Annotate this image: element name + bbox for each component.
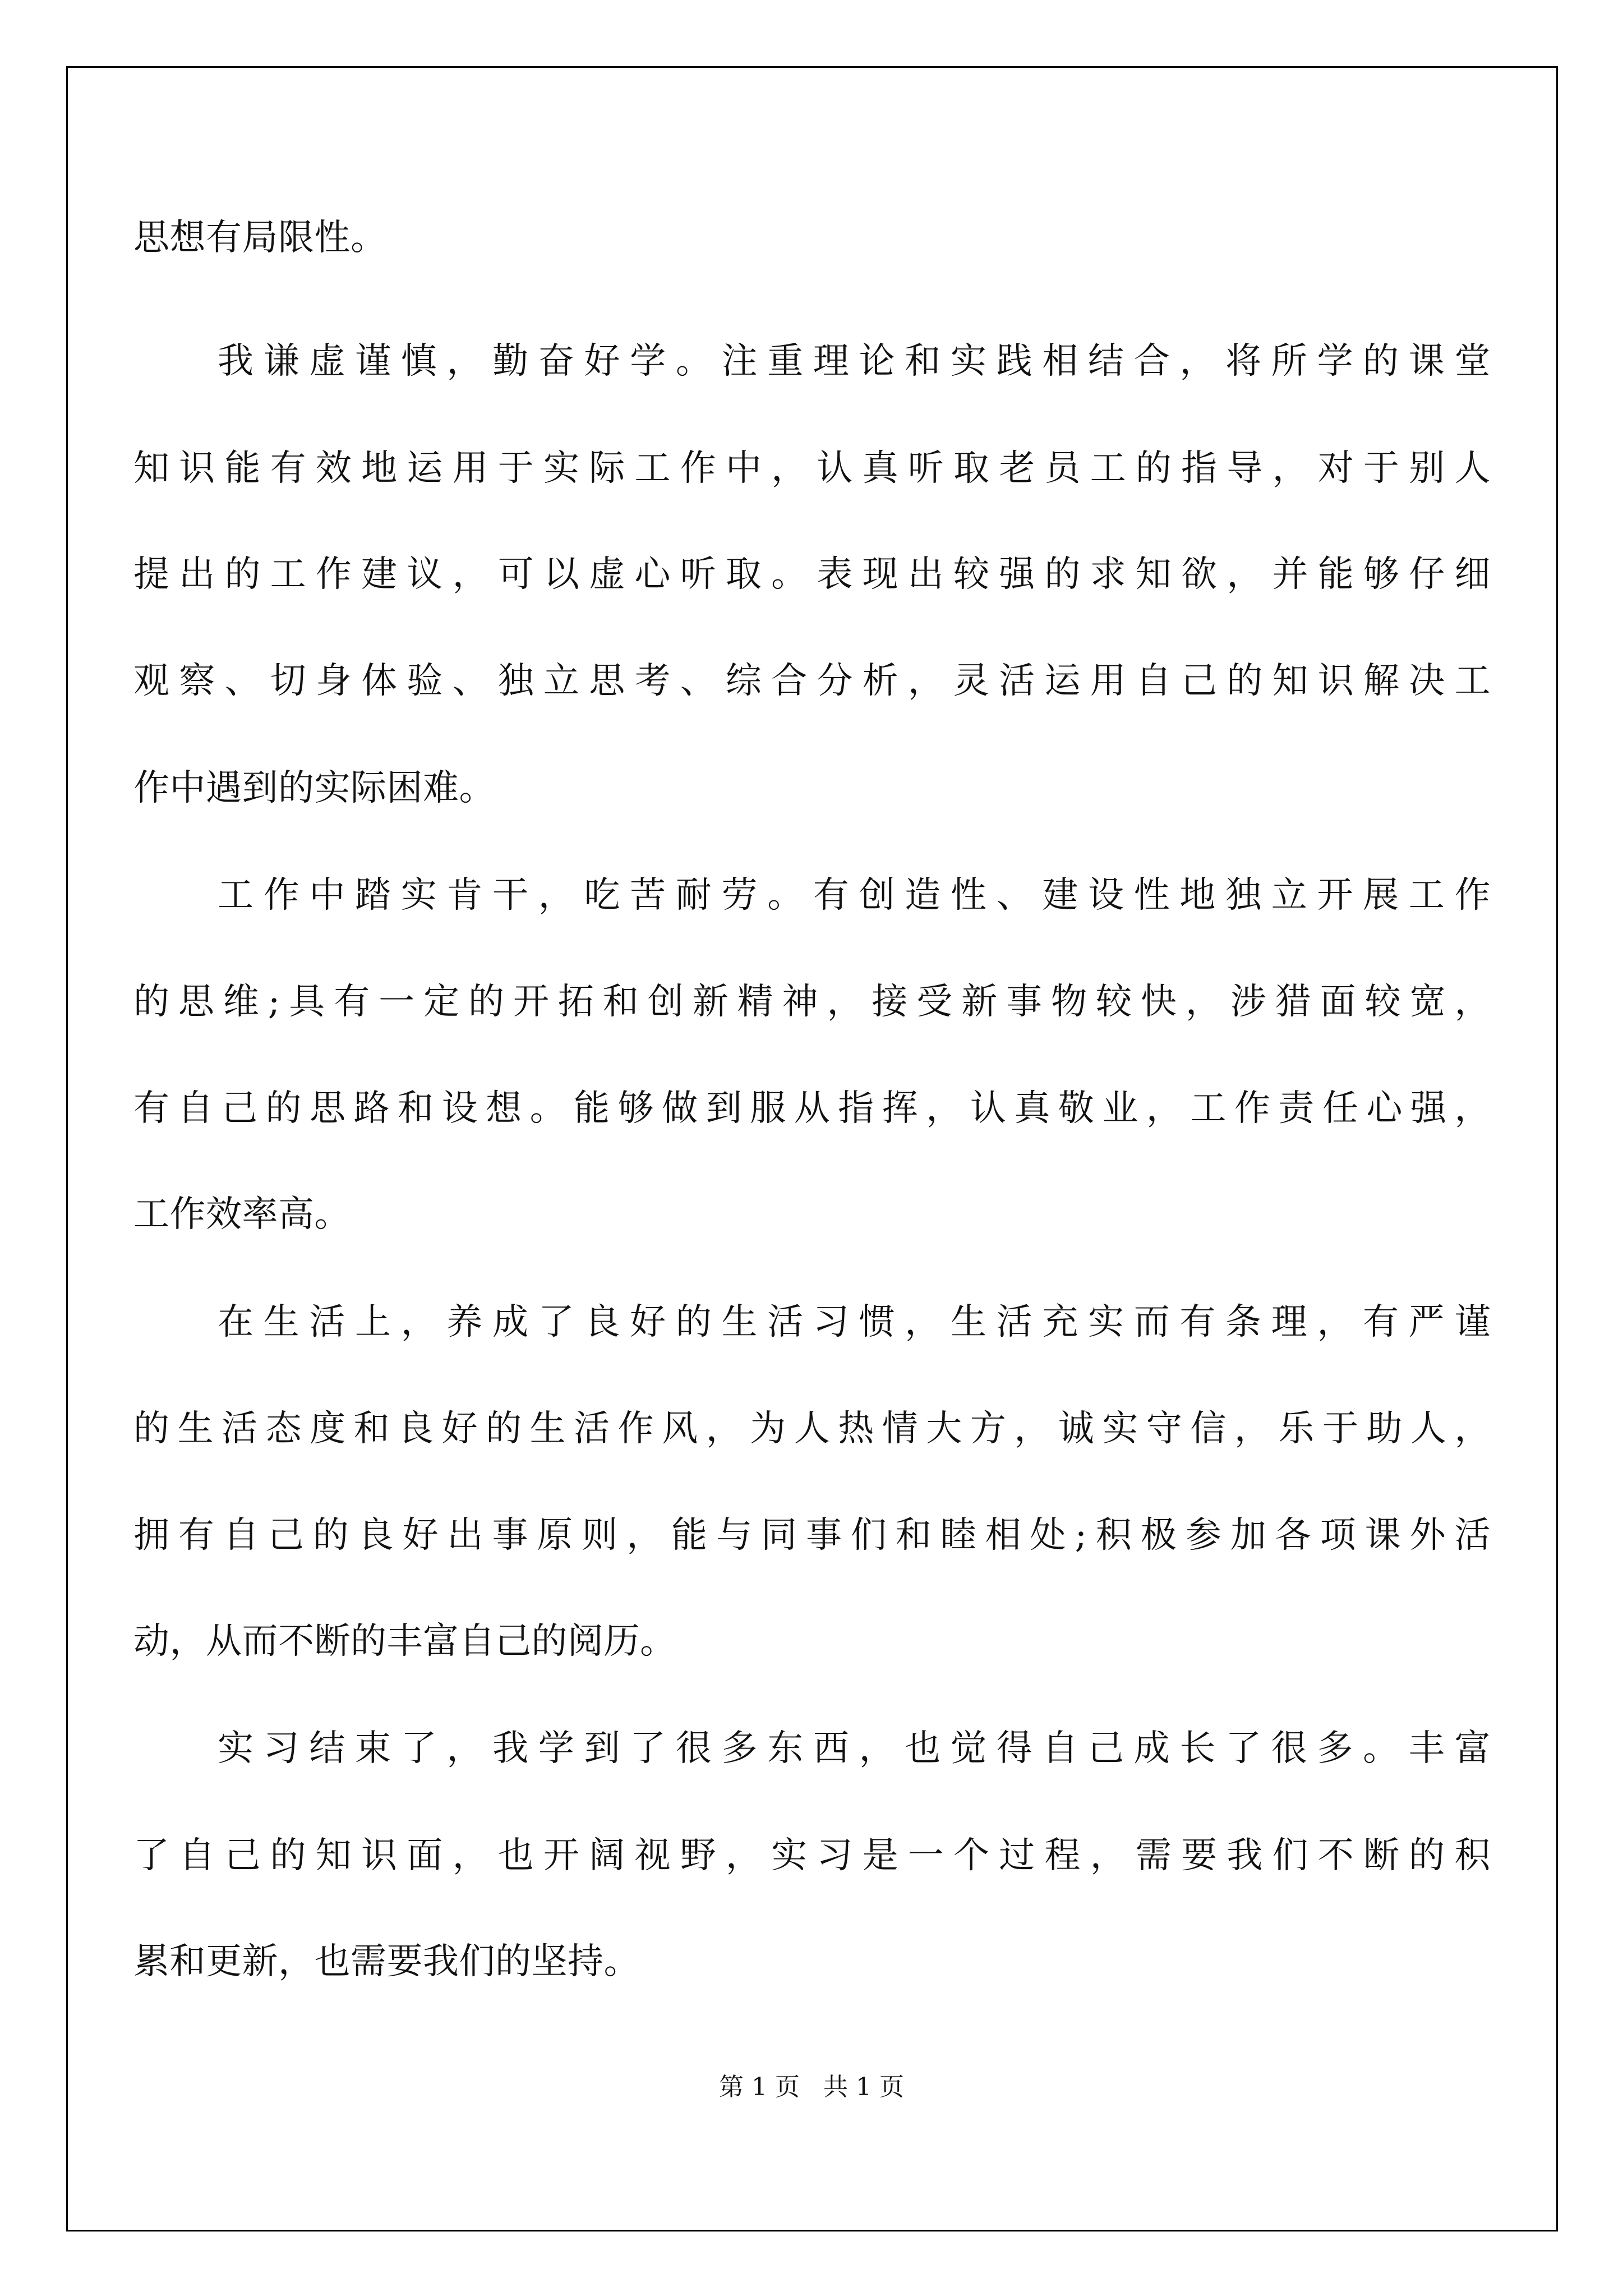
body-line: 有自己的思路和设想。能够做到服从指挥，认真敬业，工作责任心强， [133, 1088, 1491, 1129]
body-line: 的思维;具有一定的开拓和创新精神，接受新事物较快，涉猎面较宽， [133, 981, 1491, 1023]
body-line: 观察、切身体验、独立思考、综合分析，灵活运用自己的知识解决工 [133, 660, 1491, 702]
body-line: 工作效率高。 [133, 1194, 351, 1235]
body-line: 思想有局限性。 [133, 217, 387, 259]
paragraph-first-line: 工作中踏实肯干，吃苦耐劳。有创造性、建设性地独立开展工作 [218, 875, 1491, 916]
body-line: 拥有自己的良好出事原则，能与同事们和睦相处;积极参加各项课外活 [133, 1515, 1491, 1556]
body-line: 了自己的知识面，也开阔视野，实习是一个过程，需要我们不断的积 [133, 1835, 1491, 1876]
body-line: 知识能有效地运用于实际工作中，认真听取老员工的指导，对于别人 [133, 448, 1491, 489]
body-line: 提出的工作建议，可以虚心听取。表现出较强的求知欲，并能够仔细 [133, 554, 1491, 595]
page-border [66, 66, 1558, 2231]
body-line: 累和更新，也需要我们的坚持。 [133, 1941, 640, 1982]
paragraph-first-line: 我谦虚谨慎，勤奋好学。注重理论和实践相结合，将所学的课堂 [218, 341, 1491, 382]
body-line: 作中遇到的实际困难。 [133, 767, 495, 809]
body-line: 动，从而不断的丰富自己的阅历。 [133, 1621, 676, 1662]
body-line: 的生活态度和良好的生活作风，为人热情大方，诚实守信，乐于助人， [133, 1408, 1491, 1450]
page-number-footer: 第 1 页 共 1 页 [719, 2073, 904, 2101]
paragraph-first-line: 在生活上，养成了良好的生活习惯，生活充实而有条理，有严谨 [218, 1301, 1491, 1343]
paragraph-first-line: 实习结束了，我学到了很多东西，也觉得自己成长了很多。丰富 [218, 1728, 1491, 1769]
